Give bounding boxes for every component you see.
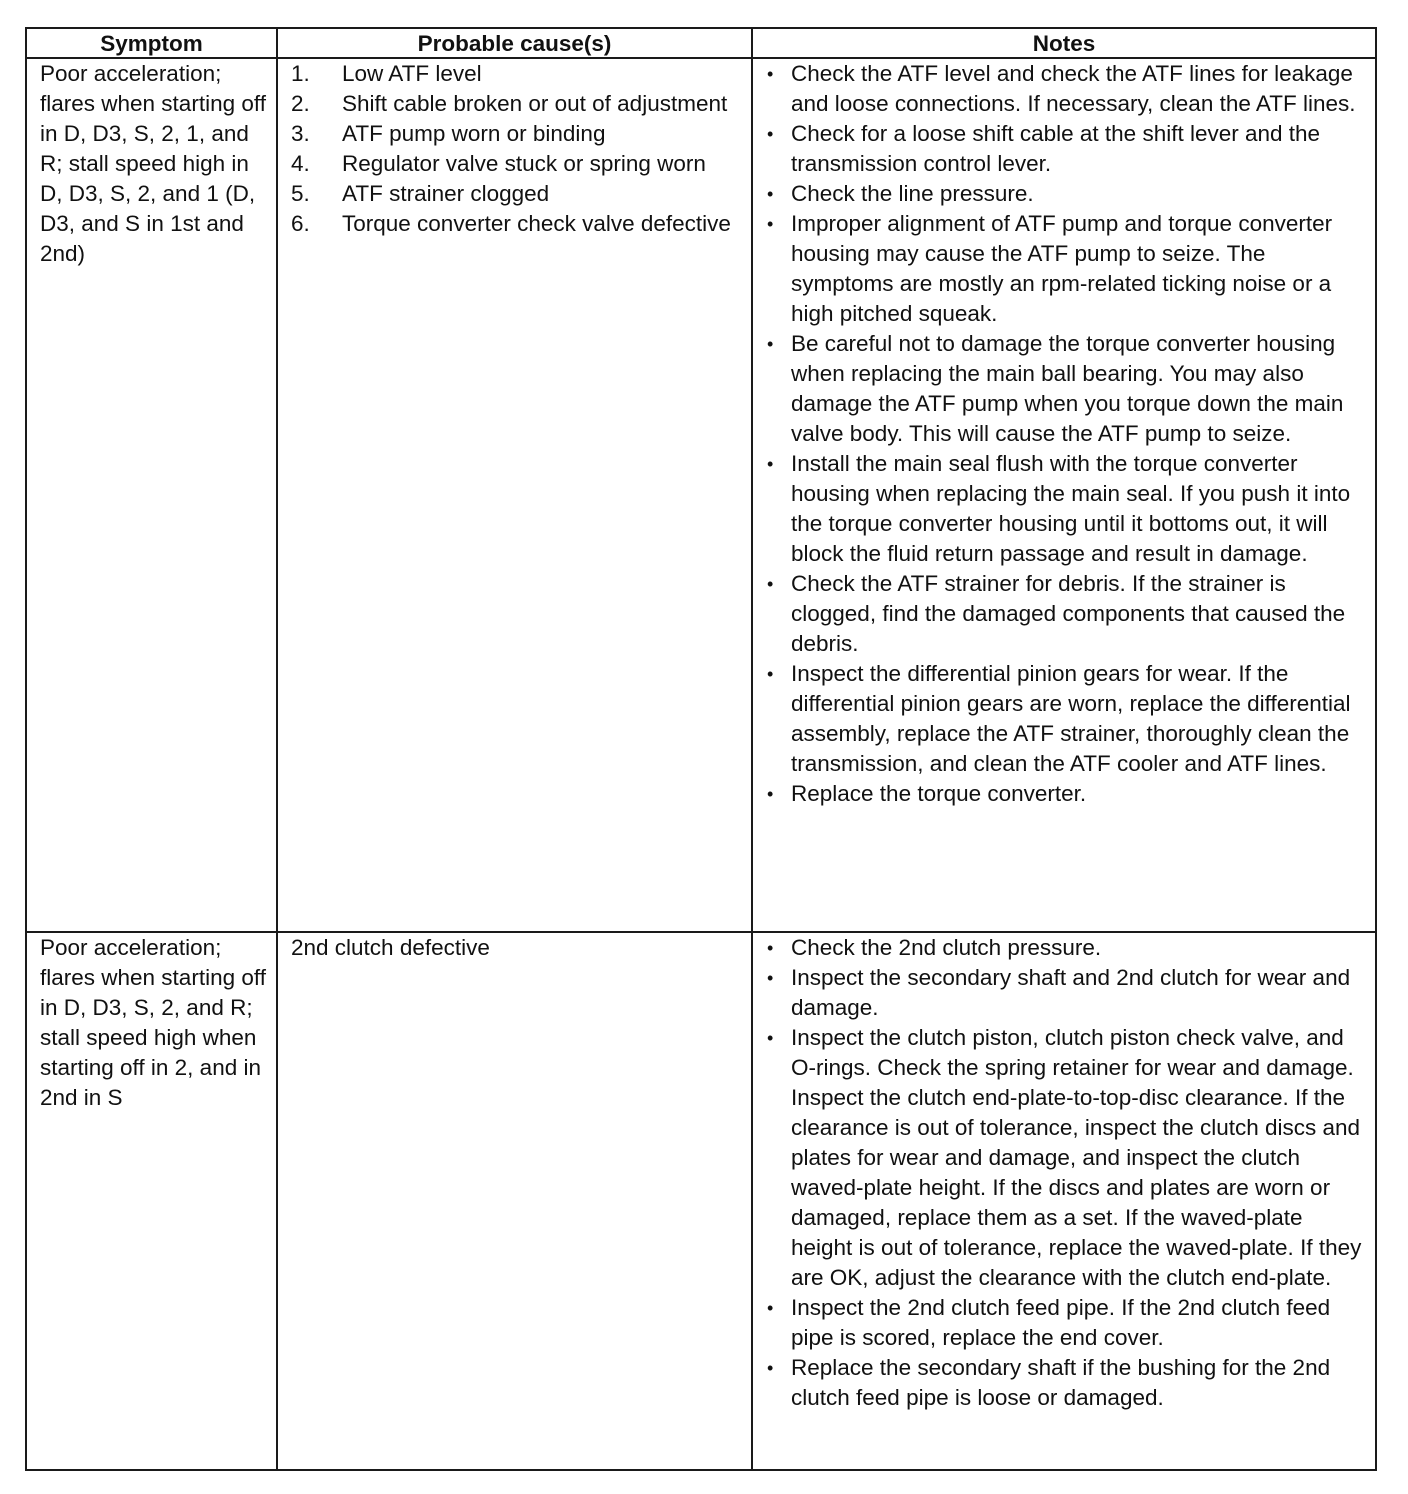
note-item — [767, 209, 1369, 329]
cause-text: Shift cable broken or out of adjustment — [342, 91, 728, 116]
notes-cell — [752, 58, 1376, 932]
table-row — [26, 58, 1376, 932]
note-item — [767, 1293, 1369, 1353]
note-text: Be careful not to damage the torque converter housing when replacing the main ball bearing. You may also damage the ATF pump when you torque down the main valve body. This will cause the ATF pump to seize. — [791, 331, 1344, 446]
bullet-icon: • — [767, 124, 774, 144]
cause-number: 1. — [291, 61, 310, 86]
troubleshooting-table — [25, 27, 1377, 1471]
note-item — [767, 659, 1369, 779]
note-text: Inspect the differential pinion gears for wear. If the differential pinion gears are worn, replace the differential assembly, replace the ATF strainer, thoroughly clean the transmission, and clean the ATF cooler and ATF lines. — [791, 661, 1351, 776]
note-text: Improper alignment of ATF pump and torque converter housing may cause the ATF pump to seize. The symptoms are mostly an rpm-related ticking noise or a high pitched squeak. — [791, 211, 1333, 326]
bullet-icon: • — [767, 968, 774, 988]
note-item — [767, 59, 1369, 119]
cause-text: Low ATF level — [342, 61, 482, 86]
note-item — [767, 779, 1369, 809]
bullet-icon: • — [767, 214, 774, 234]
note-text: Install the main seal flush with the torque converter housing when replacing the main seal. If you push it into the torque converter housing until it bottoms out, it will block the fluid return passage and result in damage. — [791, 451, 1351, 566]
note-text: Replace the torque converter. — [791, 781, 1087, 806]
note-item — [767, 449, 1369, 569]
note-text: Check for a loose shift cable at the shift lever and the transmission control lever. — [791, 121, 1321, 176]
header-notes: Notes — [752, 28, 1376, 58]
cause-item — [291, 209, 743, 239]
notes-list — [767, 59, 1369, 809]
cause-item — [291, 89, 743, 119]
note-text: Check the 2nd clutch pressure. — [791, 935, 1102, 960]
bullet-icon: • — [767, 64, 774, 84]
cause-text: Regulator valve stuck or spring worn — [342, 151, 706, 176]
bullet-icon: • — [767, 334, 774, 354]
cause-item — [291, 179, 743, 209]
table-row — [26, 932, 1376, 1470]
note-item — [767, 1353, 1369, 1413]
cause-number: 5. — [291, 181, 310, 206]
cause-item — [291, 119, 743, 149]
note-item — [767, 119, 1369, 179]
note-item — [767, 1023, 1369, 1293]
bullet-icon: • — [767, 1298, 774, 1318]
note-text: Check the ATF level and check the ATF lines for leakage and loose connections. If necessary, clean the ATF lines. — [791, 61, 1356, 116]
note-item — [767, 963, 1369, 1023]
header-symptom: Symptom — [26, 28, 277, 58]
bullet-icon: • — [767, 664, 774, 684]
bullet-icon: • — [767, 574, 774, 594]
note-text: Inspect the secondary shaft and 2nd clutch for wear and damage. — [791, 965, 1351, 1020]
cause-number: 2. — [291, 91, 310, 116]
bullet-icon: • — [767, 1358, 774, 1378]
notes-list — [767, 933, 1369, 1413]
cause-item — [291, 149, 743, 179]
cause-text: ATF pump worn or binding — [342, 121, 606, 146]
cause-number: 6. — [291, 211, 310, 236]
note-text: Check the ATF strainer for debris. If the strainer is clogged, find the damaged components that caused the debris. — [791, 571, 1346, 656]
note-item — [767, 569, 1369, 659]
cause-list — [291, 59, 743, 239]
cause-cell: 2nd clutch defective — [277, 932, 752, 1470]
header-row — [26, 28, 1376, 58]
notes-cell — [752, 932, 1376, 1470]
note-item — [767, 933, 1369, 963]
bullet-icon: • — [767, 184, 774, 204]
bullet-icon: • — [767, 938, 774, 958]
note-text: Inspect the 2nd clutch feed pipe. If the 2nd clutch feed pipe is scored, replace the end cover. — [791, 1295, 1331, 1350]
note-text: Check the line pressure. — [791, 181, 1034, 206]
symptom-cell: Poor acceleration; flares when starting off in D, D3, S, 2, 1, and R; stall speed high in D, D3, S, 2, and 1 (D, D3, and S in 1st and 2nd) — [26, 58, 277, 932]
cause-number: 3. — [291, 121, 310, 146]
cause-cell — [277, 58, 752, 932]
cause-text: ATF strainer clogged — [342, 181, 550, 206]
cause-item — [291, 59, 743, 89]
symptom-cell: Poor acceleration; flares when starting off in D, D3, S, 2, and R; stall speed high when starting off in 2, and in 2nd in S — [26, 932, 277, 1470]
note-text: Replace the secondary shaft if the bushing for the 2nd clutch feed pipe is loose or damaged. — [791, 1355, 1331, 1410]
cause-text: Torque converter check valve defective — [342, 211, 731, 236]
note-item — [767, 179, 1369, 209]
note-item — [767, 329, 1369, 449]
header-probable-cause: Probable cause(s) — [277, 28, 752, 58]
bullet-icon: • — [767, 454, 774, 474]
bullet-icon: • — [767, 784, 774, 804]
bullet-icon: • — [767, 1028, 774, 1048]
note-text: Inspect the clutch piston, clutch piston check valve, and O-rings. Check the spring retainer for wear and damage. Inspect the clutch end-plate-to-top-disc clearance. If the clearance is out of tolerance, inspect the clutch discs and plates for wear and damage, and inspect the clutch waved-plate height. If the discs and plates are worn or damaged, replace them as a set. If the waved-plate height is out of tolerance, replace the waved-plate. If they are OK, adjust the clearance with the clutch end-plate. — [791, 1025, 1362, 1290]
cause-number: 4. — [291, 151, 310, 176]
